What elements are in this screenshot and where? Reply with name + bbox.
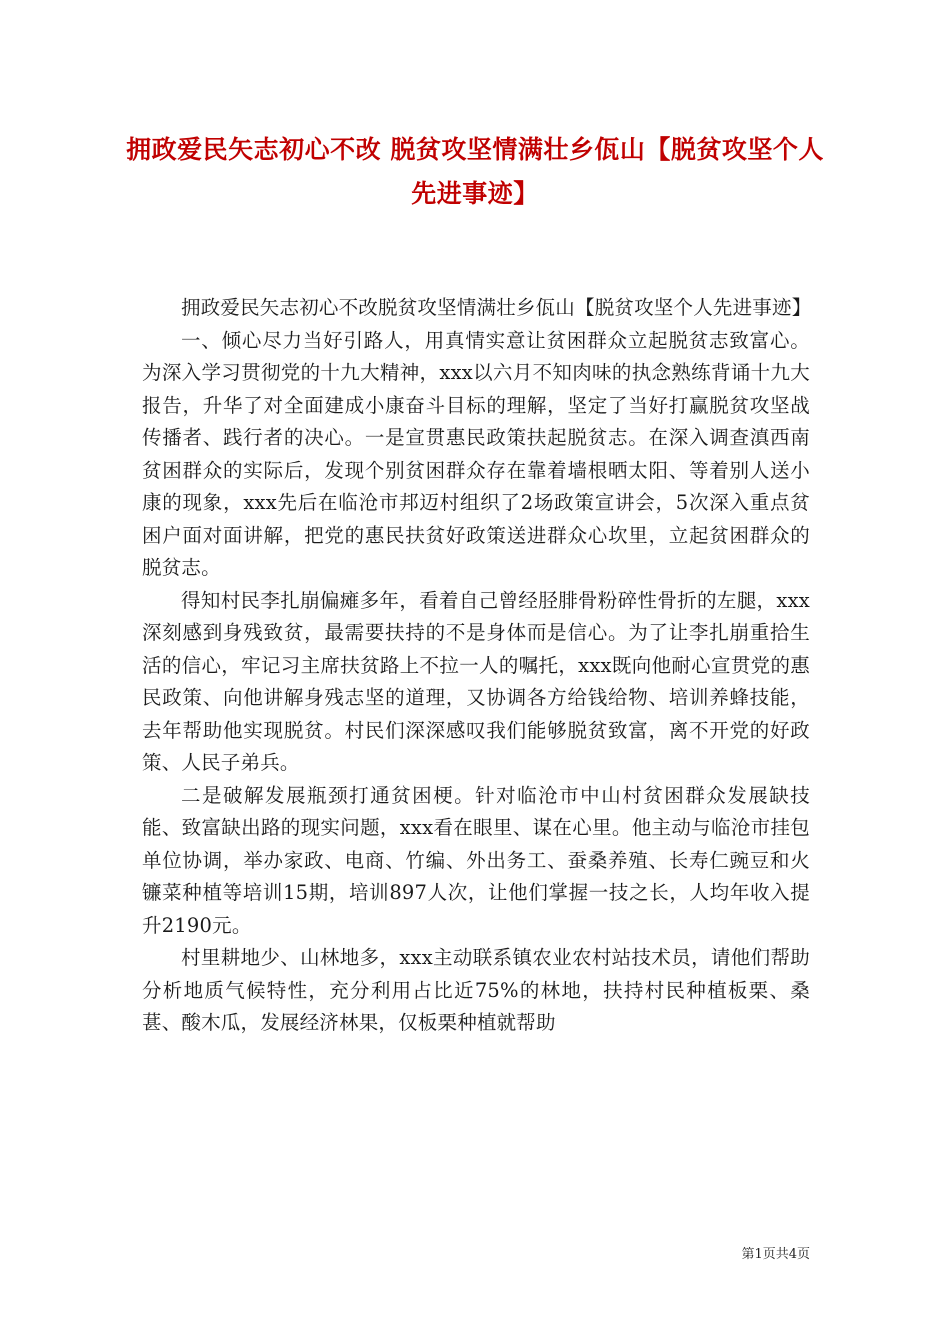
paragraph-li-zhabeng: 得知村民李扎崩偏瘫多年，看着自己曾经胫腓骨粉碎性骨折的左腿，xxx深刻感到身残致贫，最需要扶持的不是身体而是信心。为了让李扎崩重拾生活的信心，牢记习主席扶贫路上不拉一人的嘱托，xxx既向他耐心宣贯党的惠民政策、向他讲解身残志坚的道理，又协调各方给钱给物、培训养蜂技能，去年帮助他实现脱贫。村民们深深感叹我们能够脱贫致富，离不开党的好政策、人民子弟兵。 — [142, 588, 810, 774]
page-number-footer: 第1页共4页 — [741, 1247, 810, 1262]
document-title: 拥政爱民矢志初心不改 脱贫攻坚情满壮乡佤山【脱贫攻坚个人先进事迹】 — [126, 135, 824, 208]
paragraph-section-one: 一、倾心尽力当好引路人，用真情实意让贫困群众立起脱贫志致富心。为深入学习贯彻党的十九大精神，xxx以六月不知肉味的执念熟练背诵十九大报告，升华了对全面建成小康奋斗目标的理解，坚定了当好打赢脱贫攻坚战传播者、践行者的决心。一是宣贯惠民政策扶起脱贫志。在深入调查滇西南贫困群众的实际后，发现个别贫困群众存在靠着墙根晒太阳、等着别人送小康的现象，xxx先后在临沧市邦迈村组织了2场政策宣讲会，5次深入重点贫困户面对面讲解，把党的惠民扶贫好政策送进群众心坎里，立起贫困群众的脱贫志。 — [142, 328, 810, 579]
paragraph-section-two: 二是破解发展瓶颈打通贫困梗。针对临沧市中山村贫困群众发展缺技能、致富缺出路的现实问题，xxx看在眼里、谋在心里。他主动与临沧市挂包单位协调，举办家政、电商、竹编、外出务工、蚕桑养殖、长寿仁豌豆和火镰菜种植等培训15期，培训897人次，让他们掌握一技之长，人均年收入提升2190元。 — [142, 783, 810, 937]
paragraph-forestry: 村里耕地少、山林地多，xxx主动联系镇农业农村站技术员，请他们帮助分析地质气候特性，充分利用占比近75%的林地，扶持村民种植板栗、桑葚、酸木瓜，发展经济林果，仅板栗种植就帮助 — [142, 946, 810, 1034]
document-body — [142, 292, 810, 1040]
paragraph-intro: 拥政爱民矢志初心不改脱贫攻坚情满壮乡佤山【脱贫攻坚个人先进事迹】 — [181, 296, 812, 319]
